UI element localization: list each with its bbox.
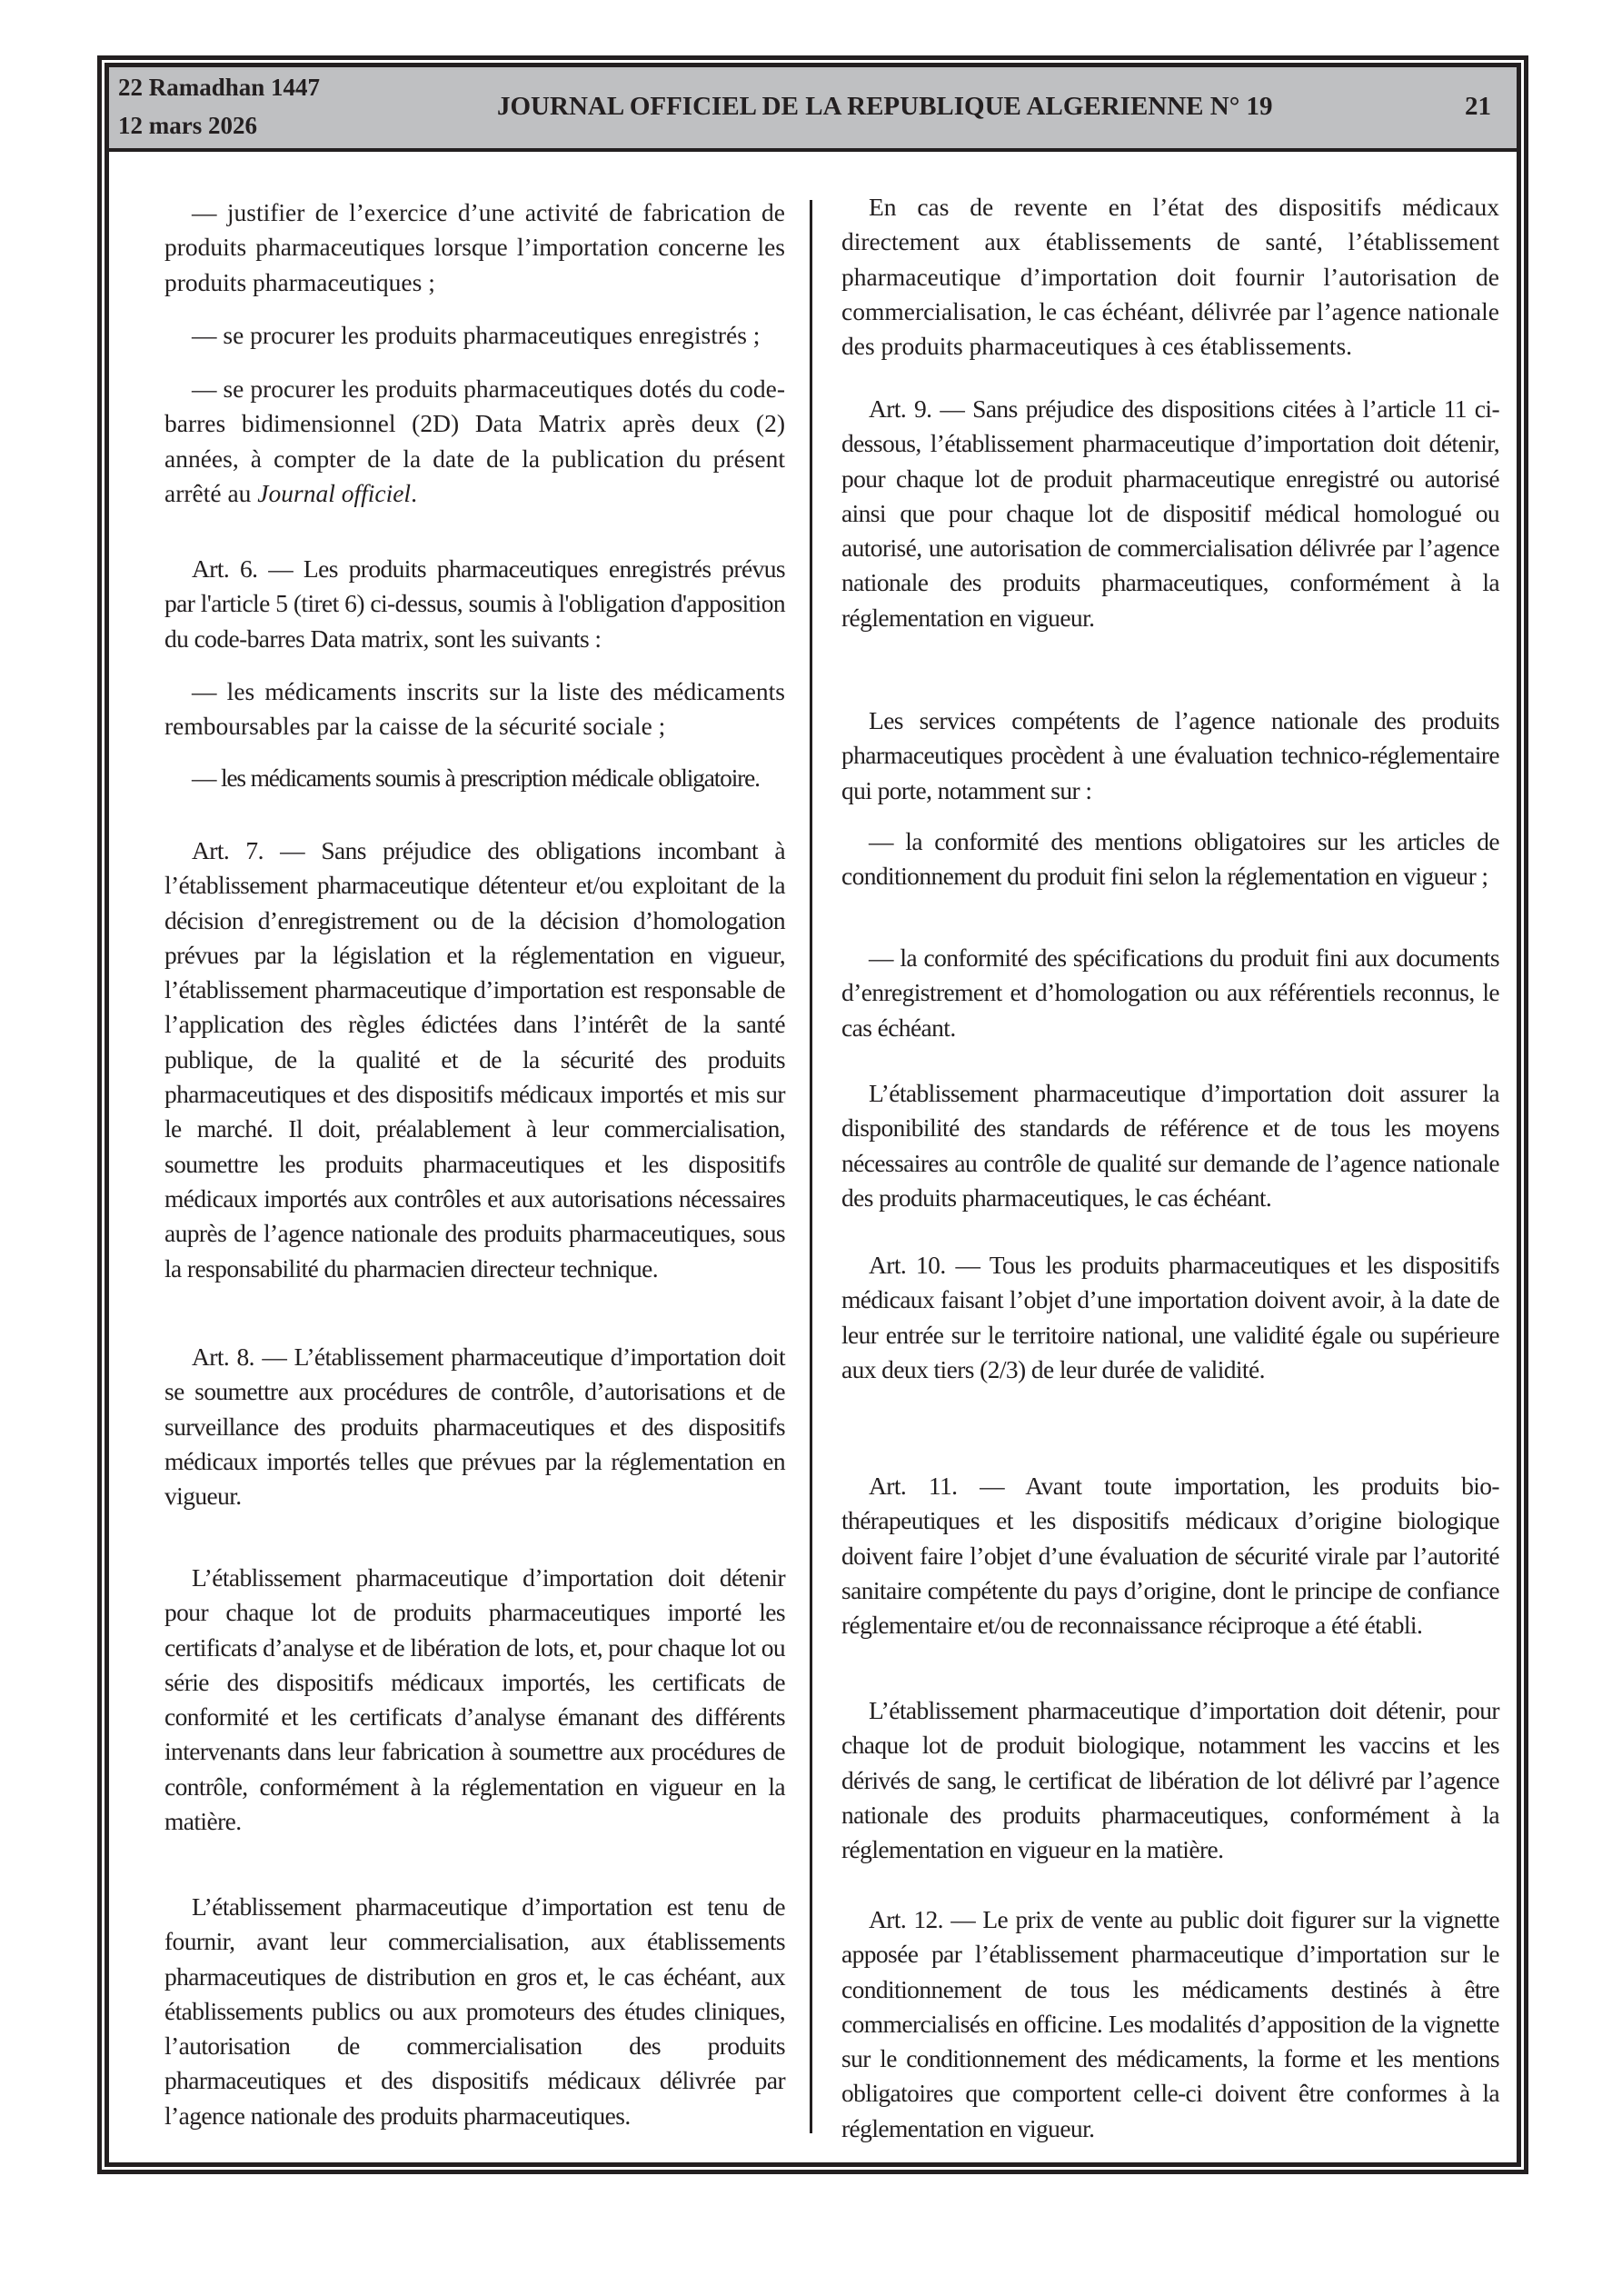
paragraph-tiret-datamatrix bbox=[164, 372, 785, 511]
page-header bbox=[109, 67, 1517, 152]
hijri-date: 22 Ramadhan 1447 bbox=[118, 74, 321, 101]
column-divider bbox=[810, 200, 812, 2133]
text-segment: — se procurer les produits pharmaceutiques dotés du code-barres bidimensionnel (2D) Data Matrix après deux (2) années, à compter de la date de la publication du présent arrêté au bbox=[164, 374, 785, 507]
paragraph-tiret-remboursables: — les médicaments inscrits sur la liste des médicaments remboursables par la caisse de la sécurité sociale ; bbox=[164, 677, 785, 741]
text-segment: . bbox=[411, 478, 417, 507]
article-12: Art. 12. — Le prix de vente au public doit figurer sur la vignette apposée par l’établissement pharmaceutique d’importation sur le conditionnement de tous les médicaments destinés à être commercialisés en officine. Les modalités d’apposition de la vignette sur le conditionnement des médicaments, la forme et les mentions obligatoires que comportent celle-ci doivent être conformes à la réglementation en vigueur. bbox=[841, 1905, 1499, 2142]
paragraph-tiret-justifier: — justifier de l’exercice d’une activité de fabrication de produits pharmaceutiques lorsque l’importation concerne les produits pharmaceutiques ; bbox=[164, 198, 785, 296]
page-number: 21 bbox=[1465, 92, 1491, 121]
article-8: Art. 8. — L’établissement pharmaceutique d’importation doit se soumettre aux procédures de contrôle, d’autorisations et de surveillance des produits pharmaceutiques et des dispositifs médicaux importés telles que prévues par la réglementation en vigueur. bbox=[164, 1343, 785, 1511]
paragraph-tiret-enregistres: — se procurer les produits pharmaceutiques enregistrés ; bbox=[192, 321, 761, 349]
article-7: Art. 7. — Sans préjudice des obligations incombant à l’établissement pharmaceutique détenteur et/ou exploitant de la décision d’enregistrement ou de la décision d’homologation prévues par la législation et la réglementation en vigueur, l’établissement pharmaceutique d’importation est responsable de l’application des règles édictées dans l’intérêt de la santé publique, de la qualité et de la sécurité des produits pharmaceutiques et des dispositifs médicaux importés et mis sur le marché. Il doit, préalablement à leur commercialisation, soumettre les produits pharmaceutiques et les dispositifs médicaux importés aux contrôles et aux autorisations nécessaires auprès de l’agence nationale des produits pharmaceutiques, sous la responsabilité du pharmacien directeur technique. bbox=[164, 836, 785, 1283]
paragraph-services-competents: Les services compétents de l’agence nationale des produits pharmaceutiques procèdent à une évaluation technico-réglementaire qui porte, notamment sur : bbox=[841, 706, 1499, 804]
paragraph-tiret-specifications: — la conformité des spécifications du produit fini aux documents d’enregistrement et d’homologation ou aux référentiels reconnus, le cas échéant. bbox=[841, 943, 1499, 1042]
paragraph-produit-biologique: L’établissement pharmaceutique d’importation doit détenir, pour chaque lot de produit biologique, notamment les vaccins et les dérivés de sang, le certificat de libération de lot délivré par l’agence nationale des produits pharmaceutiques, conformément à la réglementation en vigueur en la matière. bbox=[841, 1696, 1499, 1864]
article-9: Art. 9. — Sans préjudice des dispositions citées à l’article 11 ci-dessous, l’établissement pharmaceutique d’importation doit détenir, pour chaque lot de produit pharmaceutique enregistré ou autorisé ainsi que pour chaque lot de dispositif médical homologué ou autorisé, une autorisation de commercialisation délivrée par l’agence nationale des produits pharmaceutiques, conformément à la réglementation en vigueur. bbox=[841, 394, 1499, 632]
article-6: Art. 6. — Les produits pharmaceutiques enregistrés prévus par l'article 5 (tiret 6) ci-dessus, soumis à l'obligation d'apposition du code-barres Data matrix, sont les suivants : bbox=[164, 554, 785, 653]
paragraph-tiret-mentions: — la conformité des mentions obligatoires sur les articles de conditionnement du produit fini selon la réglementation en vigueur ; bbox=[841, 827, 1499, 891]
paragraph-autorisation-commercialisation: L’établissement pharmaceutique d’importation est tenu de fournir, avant leur commercialisation, aux établissements pharmaceutiques de distribution en gros et, le cas échéant, aux établissements publics ou aux promoteurs des études cliniques, l’autorisation de commercialisation des produits pharmaceutiques et des dispositifs médicaux délivrée par l’agence nationale des produits pharmaceutiques. bbox=[164, 1892, 785, 2130]
article-10: Art. 10. — Tous les produits pharmaceutiques et les dispositifs médicaux faisant l’objet d’une importation doivent avoir, à la date de leur entrée sur le territoire national, une validité égale ou supérieure aux deux tiers (2/3) de leur durée de validité. bbox=[841, 1251, 1499, 1383]
journal-title: JOURNAL OFFICIEL DE LA REPUBLIQUE ALGERIENNE N° 19 bbox=[497, 92, 1273, 121]
gregorian-date: 12 mars 2026 bbox=[118, 112, 257, 139]
paragraph-revente: En cas de revente en l’état des dispositifs médicaux directement aux établissements de santé, l’établissement pharmaceutique d’importation doit fournir l’autorisation de commercialisation, le cas échéant, délivrée par l’agence nationale des produits pharmaceutiques à ces établissements. bbox=[841, 193, 1499, 361]
journal-officiel-italic: Journal officiel bbox=[257, 478, 412, 507]
paragraph-certificats: L’établissement pharmaceutique d’importation doit détenir pour chaque lot de produits pharmaceutiques importé les certificats d’analyse et de libération de lots, et, pour chaque lot ou série des dispositifs médicaux importés, les certificats de conformité et les certificats d’analyse émanant des différents intervenants dans leur fabrication à soumettre aux procédures de contrôle, conformément à la réglementation en vigueur en la matière. bbox=[164, 1563, 785, 1836]
paragraph-standards-reference: L’établissement pharmaceutique d’importation doit assurer la disponibilité des standards de référence et de tous les moyens nécessaires au contrôle de qualité sur demande de l’agence nationale des produits pharmaceutiques, le cas échéant. bbox=[841, 1079, 1499, 1212]
article-11: Art. 11. — Avant toute importation, les produits bio-thérapeutiques et les dispositifs médicaux d’origine biologique doivent faire l’objet d’une évaluation de sécurité virale par l’autorité sanitaire compétente du pays d’origine, dont le principe de confiance réglementaire et/ou de reconnaissance réciproque a été établi. bbox=[841, 1472, 1499, 1640]
paragraph-tiret-prescription: — les médicaments soumis à prescription médicale obligatoire. bbox=[192, 764, 760, 792]
